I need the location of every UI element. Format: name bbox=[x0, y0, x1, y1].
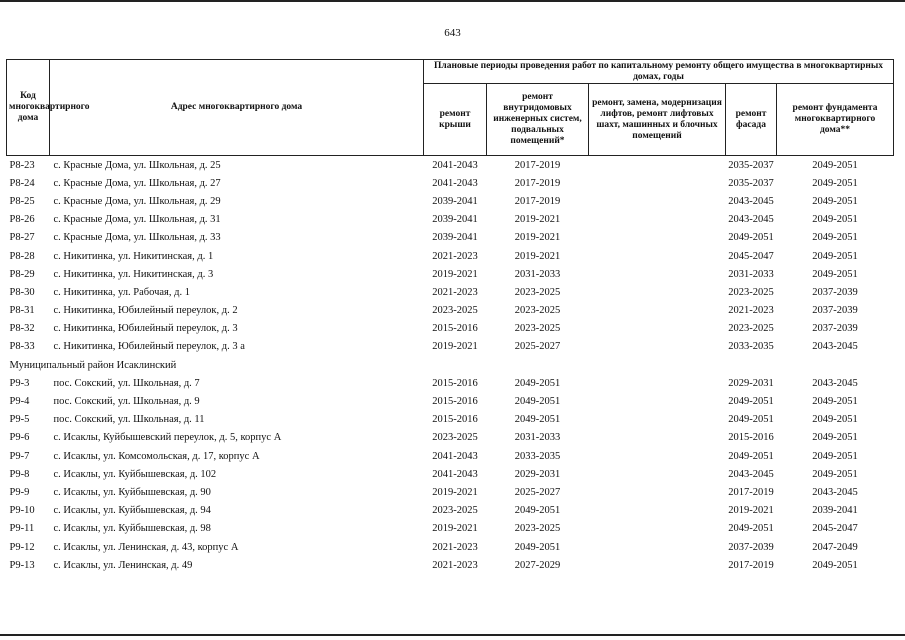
cell-address: с. Красные Дома, ул. Школьная, д. 25 bbox=[53, 159, 221, 171]
cell-lifts bbox=[589, 447, 726, 465]
cell-code: Р9-13 bbox=[9, 559, 35, 571]
cell-lifts bbox=[589, 374, 726, 392]
cell-lifts bbox=[589, 538, 726, 556]
cell-systems: 2033-2035 bbox=[514, 450, 561, 462]
cell-systems: 2025-2027 bbox=[514, 341, 561, 353]
cell-facade: 2017-2019 bbox=[728, 486, 774, 498]
cell-facade: 2049-2051 bbox=[728, 232, 774, 244]
cell-systems: 2031-2033 bbox=[514, 268, 561, 280]
cell-lifts bbox=[589, 520, 726, 538]
cell-roof: 2041-2043 bbox=[432, 450, 478, 462]
cell-facade: 2049-2051 bbox=[728, 414, 774, 426]
cell-roof: 2039-2041 bbox=[432, 214, 478, 226]
cell-roof: 2023-2025 bbox=[432, 505, 478, 517]
cell-roof: 2021-2023 bbox=[432, 286, 478, 298]
cell-systems: 2017-2019 bbox=[514, 177, 561, 189]
cell-roof: 2019-2021 bbox=[432, 268, 478, 280]
cell-foundation: 2039-2041 bbox=[812, 505, 858, 517]
cell-lifts bbox=[589, 320, 726, 338]
cell-foundation: 2049-2051 bbox=[812, 414, 858, 426]
cell-roof: 2039-2041 bbox=[432, 195, 478, 207]
cell-roof: 2041-2043 bbox=[432, 468, 478, 480]
cell-systems: 2049-2051 bbox=[514, 505, 561, 517]
cell-foundation: 2043-2045 bbox=[812, 341, 858, 353]
cell-address: с. Красные Дома, ул. Школьная, д. 33 bbox=[53, 232, 221, 244]
cell-systems: 2049-2051 bbox=[514, 396, 561, 408]
cell-lifts bbox=[589, 465, 726, 483]
cell-lifts bbox=[589, 411, 726, 429]
cell-foundation: 2049-2051 bbox=[812, 468, 858, 480]
cell-facade: 2023-2025 bbox=[728, 286, 774, 298]
table-row bbox=[7, 502, 894, 520]
cell-address: с. Никитинка, Юбилейный переулок, д. 3 bbox=[53, 323, 238, 335]
cell-code: Р9-4 bbox=[9, 396, 30, 408]
cell-address: с. Исаклы, ул. Ленинская, д. 49 bbox=[53, 559, 193, 571]
cell-roof: 2019-2021 bbox=[432, 523, 478, 535]
cell-address: с. Исаклы, ул. Ленинская, д. 43, корпус А bbox=[53, 541, 239, 553]
cell-lifts bbox=[589, 483, 726, 501]
table-row bbox=[7, 302, 894, 320]
table-row bbox=[7, 174, 894, 192]
table-row bbox=[7, 374, 894, 392]
cell-facade: 2035-2037 bbox=[728, 159, 774, 171]
cell-roof: 2015-2016 bbox=[432, 396, 478, 408]
cell-foundation: 2049-2051 bbox=[812, 432, 858, 444]
cell-lifts bbox=[589, 174, 726, 192]
table-row bbox=[7, 211, 894, 229]
cell-address: с. Никитинка, ул. Никитинская, д. 3 bbox=[53, 268, 214, 280]
cell-facade: 2043-2045 bbox=[728, 214, 774, 226]
cell-roof: 2021-2023 bbox=[432, 250, 478, 262]
cell-facade: 2015-2016 bbox=[728, 432, 774, 444]
cell-roof: 2015-2016 bbox=[432, 414, 478, 426]
cell-code: Р9-7 bbox=[9, 450, 30, 462]
cell-roof: 2015-2016 bbox=[432, 323, 478, 335]
table-row bbox=[7, 283, 894, 301]
cell-systems: 2027-2029 bbox=[514, 559, 561, 571]
cell-lifts bbox=[589, 302, 726, 320]
district-name: Муниципальный район Исаклинский bbox=[9, 359, 177, 371]
cell-lifts bbox=[589, 247, 726, 265]
cell-code: Р9-3 bbox=[9, 377, 30, 389]
header-foundation: ремонт фундамента многоквартирного дома** bbox=[777, 84, 894, 156]
cell-address: с. Исаклы, ул. Куйбышевская, д. 90 bbox=[53, 486, 211, 498]
cell-foundation: 2049-2051 bbox=[812, 559, 858, 571]
cell-address: с. Исаклы, ул. Куйбышевская, д. 98 bbox=[53, 523, 211, 535]
cell-lifts bbox=[589, 192, 726, 210]
cell-facade: 2043-2045 bbox=[728, 468, 774, 480]
cell-code: Р8-30 bbox=[9, 286, 35, 298]
cell-foundation: 2049-2051 bbox=[812, 450, 858, 462]
header-systems: ремонт внутридомовых инженерных систем, подвальных помещений* bbox=[487, 84, 589, 156]
cell-code: Р8-31 bbox=[9, 305, 35, 317]
cell-foundation: 2043-2045 bbox=[812, 377, 858, 389]
table-row bbox=[7, 338, 894, 356]
cell-code: Р9-9 bbox=[9, 486, 30, 498]
header-address: Адрес многоквартирного дома bbox=[50, 60, 424, 156]
cell-facade: 2029-2031 bbox=[728, 377, 774, 389]
cell-facade: 2033-2035 bbox=[728, 341, 774, 353]
cell-facade: 2017-2019 bbox=[728, 559, 774, 571]
cell-facade: 2049-2051 bbox=[728, 523, 774, 535]
cell-foundation: 2049-2051 bbox=[812, 195, 858, 207]
cell-lifts bbox=[589, 283, 726, 301]
cell-code: Р8-32 bbox=[9, 323, 35, 335]
cell-systems: 2019-2021 bbox=[514, 250, 561, 262]
table-row bbox=[7, 229, 894, 247]
cell-code: Р9-11 bbox=[9, 523, 35, 535]
cell-facade: 2035-2037 bbox=[728, 177, 774, 189]
cell-address: с. Исаклы, ул. Комсомольская, д. 17, корпус А bbox=[53, 450, 260, 462]
cell-systems: 2031-2033 bbox=[514, 432, 561, 444]
cell-lifts bbox=[589, 338, 726, 356]
table-body bbox=[7, 156, 894, 575]
table-row bbox=[7, 447, 894, 465]
cell-lifts bbox=[589, 502, 726, 520]
cell-lifts bbox=[589, 265, 726, 283]
cell-code: Р8-23 bbox=[9, 159, 35, 171]
cell-code: Р9-5 bbox=[9, 414, 30, 426]
table-row bbox=[7, 265, 894, 283]
cell-address: пос. Сокский, ул. Школьная, д. 9 bbox=[53, 396, 200, 408]
district-row bbox=[7, 356, 894, 374]
cell-systems: 2025-2027 bbox=[514, 486, 561, 498]
cell-systems: 2017-2019 bbox=[514, 195, 561, 207]
cell-address: с. Никитинка, Юбилейный переулок, д. 2 bbox=[53, 305, 238, 317]
cell-roof: 2019-2021 bbox=[432, 486, 478, 498]
table-row bbox=[7, 429, 894, 447]
table-row bbox=[7, 392, 894, 410]
cell-roof: 2019-2021 bbox=[432, 341, 478, 353]
cell-foundation: 2037-2039 bbox=[812, 286, 858, 298]
cell-code: Р8-25 bbox=[9, 195, 35, 207]
table-row bbox=[7, 520, 894, 538]
cell-address: с. Красные Дома, ул. Школьная, д. 27 bbox=[53, 177, 221, 189]
cell-roof: 2015-2016 bbox=[432, 377, 478, 389]
header-plan-title: Плановые периоды проведения работ по капитальному ремонту общего имущества в многоквартирных домах, годы bbox=[424, 60, 894, 84]
cell-code: Р8-28 bbox=[9, 250, 35, 262]
cell-facade: 2049-2051 bbox=[728, 450, 774, 462]
cell-code: Р9-6 bbox=[9, 432, 30, 444]
cell-code: Р8-27 bbox=[9, 232, 35, 244]
cell-address: с. Красные Дома, ул. Школьная, д. 31 bbox=[53, 214, 221, 226]
page-number: 643 bbox=[444, 27, 461, 39]
cell-foundation: 2049-2051 bbox=[812, 232, 858, 244]
cell-foundation: 2049-2051 bbox=[812, 159, 858, 171]
cell-systems: 2023-2025 bbox=[514, 523, 561, 535]
table-row bbox=[7, 192, 894, 210]
cell-facade: 2023-2025 bbox=[728, 323, 774, 335]
cell-foundation: 2047-2049 bbox=[812, 541, 858, 553]
cell-lifts bbox=[589, 211, 726, 229]
cell-roof: 2023-2025 bbox=[432, 432, 478, 444]
cell-foundation: 2037-2039 bbox=[812, 323, 858, 335]
cell-address: с. Исаклы, ул. Куйбышевская, д. 102 bbox=[53, 468, 217, 480]
cell-systems: 2019-2021 bbox=[514, 214, 561, 226]
cell-roof: 2041-2043 bbox=[432, 159, 478, 171]
cell-systems: 2017-2019 bbox=[514, 159, 561, 171]
cell-facade: 2019-2021 bbox=[728, 505, 774, 517]
cell-foundation: 2049-2051 bbox=[812, 250, 858, 262]
cell-systems: 2023-2025 bbox=[514, 305, 561, 317]
cell-foundation: 2049-2051 bbox=[812, 396, 858, 408]
cell-roof: 2039-2041 bbox=[432, 232, 478, 244]
cell-foundation: 2049-2051 bbox=[812, 177, 858, 189]
table-row bbox=[7, 483, 894, 501]
cell-systems: 2029-2031 bbox=[514, 468, 561, 480]
repair-schedule-table bbox=[6, 59, 894, 574]
cell-address: с. Никитинка, ул. Рабочая, д. 1 bbox=[53, 286, 190, 298]
header-lifts: ремонт, замена, модернизация лифтов, ремонт лифтовых шахт, машинных и блочных помещений bbox=[589, 84, 726, 156]
table-row bbox=[7, 247, 894, 265]
table-header bbox=[7, 60, 894, 156]
bottom-rule bbox=[0, 634, 905, 636]
cell-address: с. Никитинка, ул. Никитинская, д. 1 bbox=[53, 250, 214, 262]
cell-lifts bbox=[589, 556, 726, 574]
table-row bbox=[7, 556, 894, 574]
cell-code: Р9-12 bbox=[9, 541, 35, 553]
cell-systems: 2049-2051 bbox=[514, 541, 561, 553]
header-code: Код многоквартирного дома bbox=[7, 60, 50, 156]
top-rule bbox=[0, 0, 905, 2]
cell-address: с. Исаклы, ул. Куйбышевская, д. 94 bbox=[53, 505, 211, 517]
cell-roof: 2041-2043 bbox=[432, 177, 478, 189]
cell-facade: 2021-2023 bbox=[728, 305, 774, 317]
cell-lifts bbox=[589, 392, 726, 410]
cell-address: с. Красные Дома, ул. Школьная, д. 29 bbox=[53, 195, 221, 207]
cell-foundation: 2043-2045 bbox=[812, 486, 858, 498]
table-row bbox=[7, 465, 894, 483]
cell-roof: 2021-2023 bbox=[432, 559, 478, 571]
cell-code: Р8-24 bbox=[9, 177, 35, 189]
table-row bbox=[7, 411, 894, 429]
cell-facade: 2043-2045 bbox=[728, 195, 774, 207]
cell-foundation: 2049-2051 bbox=[812, 214, 858, 226]
table-row bbox=[7, 320, 894, 338]
cell-systems: 2019-2021 bbox=[514, 232, 561, 244]
cell-foundation: 2037-2039 bbox=[812, 305, 858, 317]
cell-address: с. Исаклы, Куйбышевский переулок, д. 5, корпус А bbox=[53, 432, 282, 444]
header-roof: ремонт крыши bbox=[424, 84, 487, 156]
cell-roof: 2023-2025 bbox=[432, 305, 478, 317]
cell-code: Р8-26 bbox=[9, 214, 35, 226]
cell-code: Р8-29 bbox=[9, 268, 35, 280]
cell-lifts bbox=[589, 429, 726, 447]
cell-systems: 2023-2025 bbox=[514, 323, 561, 335]
cell-systems: 2023-2025 bbox=[514, 286, 561, 298]
cell-systems: 2049-2051 bbox=[514, 414, 561, 426]
cell-lifts bbox=[589, 229, 726, 247]
cell-address: пос. Сокский, ул. Школьная, д. 7 bbox=[53, 377, 200, 389]
cell-roof: 2021-2023 bbox=[432, 541, 478, 553]
cell-foundation: 2045-2047 bbox=[812, 523, 858, 535]
cell-systems: 2049-2051 bbox=[514, 377, 561, 389]
cell-code: Р9-8 bbox=[9, 468, 30, 480]
cell-address: пос. Сокский, ул. Школьная, д. 11 bbox=[53, 414, 205, 426]
cell-facade: 2045-2047 bbox=[728, 250, 774, 262]
table-row bbox=[7, 538, 894, 556]
cell-foundation: 2049-2051 bbox=[812, 268, 858, 280]
table-row bbox=[7, 156, 894, 175]
cell-facade: 2037-2039 bbox=[728, 541, 774, 553]
cell-facade: 2031-2033 bbox=[728, 268, 774, 280]
cell-lifts bbox=[589, 156, 726, 175]
cell-address: с. Никитинка, Юбилейный переулок, д. 3 а bbox=[53, 341, 245, 353]
header-facade: ремонт фасада bbox=[726, 84, 777, 156]
cell-code: Р9-10 bbox=[9, 505, 35, 517]
cell-code: Р8-33 bbox=[9, 341, 35, 353]
cell-facade: 2049-2051 bbox=[728, 396, 774, 408]
